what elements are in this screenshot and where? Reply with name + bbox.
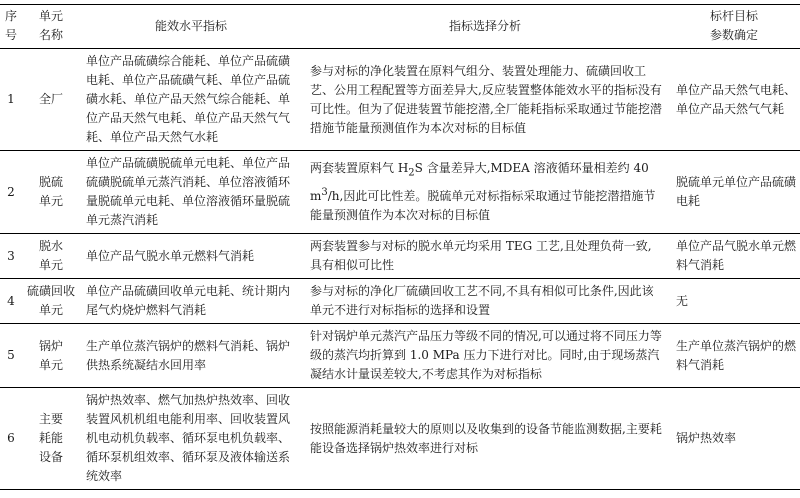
energy-benchmark-table [0,4,800,490]
row-no: 3 [0,234,22,279]
row-benchmark: 单位产品天然气电耗、单位产品天然气气耗 [668,49,800,151]
table-row [0,324,800,388]
row-benchmark: 脱硫单元单位产品硫磺电耗 [668,151,800,234]
header-indicators: 能效水平指标 [80,5,302,49]
table-row [0,279,800,324]
table-row [0,151,800,234]
row-indicators: 单位产品硫磺综合能耗、单位产品硫磺电耗、单位产品硫磺气耗、单位产品硫磺水耗、单位产品天然气综合能耗、单位产品天然气电耗、单位产品天然气气耗、单位产品天然气水耗 [80,49,302,151]
row-benchmark: 无 [668,279,800,324]
row-benchmark: 锅炉热效率 [668,388,800,490]
analysis-subscript: 2 [408,167,415,179]
row-benchmark: 生产单位蒸汽锅炉的燃料气消耗 [668,324,800,388]
row-analysis: 参与对标的净化厂硫磺回收工艺不同,不具有相似可比条件,因此该单元不进行对标指标的选择和设置 [302,279,668,324]
row-no: 5 [0,324,22,388]
table-row [0,388,800,490]
table-row [0,234,800,279]
analysis-text: S 含量差异大,MDEA 溶液循环量相差约 40 m [310,161,649,203]
analysis-superscript: 3 [321,186,328,198]
row-unit: 硫磺回收 单元 [22,279,80,324]
row-benchmark: 单位产品气脱水单元燃料气消耗 [668,234,800,279]
table-header-row [0,5,800,49]
row-analysis: 按照能源消耗量较大的原则以及收集到的设备节能监测数据,主要耗能设备选择锅炉热效率进行对标 [302,388,668,490]
row-analysis [302,151,668,234]
header-benchmark: 标杆目标 参数确定 [668,5,800,49]
row-no: 6 [0,388,22,490]
row-unit: 脱水 单元 [22,234,80,279]
analysis-text: 两套装置原料气 H [310,161,409,176]
row-indicators: 单位产品气脱水单元燃料气消耗 [80,234,302,279]
row-indicators: 单位产品硫磺回收单元电耗、统计期内尾气灼烧炉燃料气消耗 [80,279,302,324]
row-indicators: 生产单位蒸汽锅炉的燃料气消耗、锅炉供热系统凝结水回用率 [80,324,302,388]
row-no: 4 [0,279,22,324]
row-unit: 全厂 [22,49,80,151]
row-no: 2 [0,151,22,234]
row-unit: 脱硫 单元 [22,151,80,234]
row-analysis: 参与对标的净化装置在原料气组分、装置处理能力、硫磺回收工艺、公用工程配置等方面差异大,反应装置整体能效水平的指标没有可比性。但为了促进装置节能挖潜,全厂能耗指标采取通过节能挖潜措施节能量预测值作为本次对标的目标值 [302,49,668,151]
row-indicators: 单位产品硫磺脱硫单元电耗、单位产品硫磺脱硫单元蒸汽消耗、单位溶液循环量脱硫单元电耗、单位溶液循环量脱硫单元蒸汽消耗 [80,151,302,234]
row-no: 1 [0,49,22,151]
header-unit: 单元 名称 [22,5,80,49]
row-analysis: 两套装置参与对标的脱水单元均采用 TEG 工艺,且处理负荷一致,具有相似可比性 [302,234,668,279]
row-indicators: 锅炉热效率、燃气加热炉热效率、回收装置风机机组电能利用率、回收装置风机电动机负载率、循环泵电机负载率、循环泵机组效率、循环泵及液体输送系统效率 [80,388,302,490]
analysis-text: /h,因此可比性差。脱硫单元对标指标采取通过节能挖潜措施节能量预测值作为本次对标的目标值 [310,188,656,222]
table-row [0,49,800,151]
row-unit: 主要 耗能 设备 [22,388,80,490]
header-no: 序 号 [0,5,22,49]
header-analysis: 指标选择分析 [302,5,668,49]
row-unit: 锅炉 单元 [22,324,80,388]
row-analysis: 针对锅炉单元蒸汽产品压力等级不同的情况,可以通过将不同压力等级的蒸汽均折算到 1.0 MPa 压力下进行对比。同时,由于现场蒸汽凝结水计量误差较大,不考虑其作为对标指标 [302,324,668,388]
